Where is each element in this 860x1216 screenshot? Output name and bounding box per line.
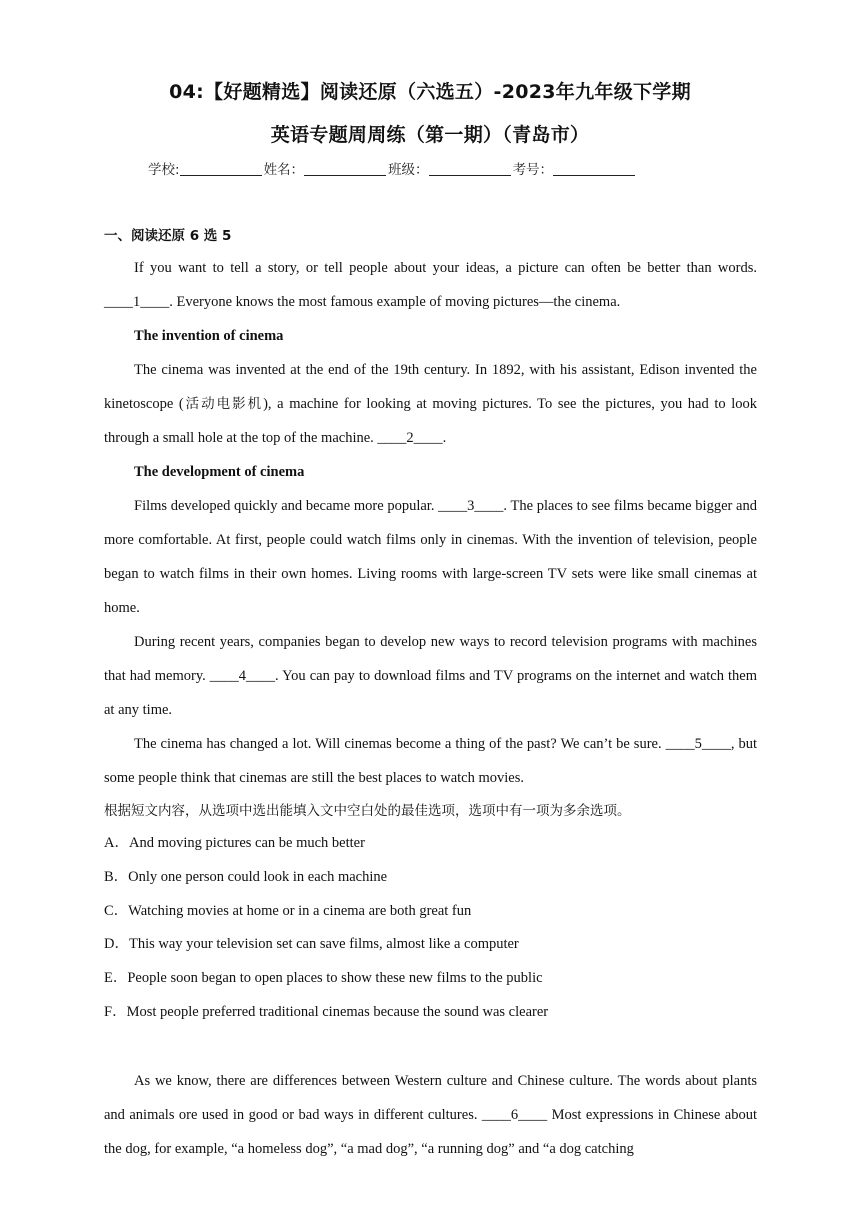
passage-paragraph-5: The cinema has changed a lot. Will cinemas become a thing of the past? We can’t be sure. ____5____, but some people think that cinemas are still the best places to watch movies.	[104, 736, 757, 786]
class-blank[interactable]	[429, 161, 511, 176]
document-title-line-1: 04:【好题精选】阅读还原（六选五）-2023年九年级下学期	[169, 81, 691, 103]
passage-paragraph-1: If you want to tell a story, or tell people about your ideas, a picture can often be better than words. ____1____. Everyone knows the most famous example of moving pictures—the cinema.	[104, 260, 757, 310]
option-f: F．Most people preferred traditional cinemas because the sound was clearer	[104, 1003, 549, 1020]
passage-paragraph-2	[104, 353, 757, 455]
document-title-line-2: 英语专题周周练（第一期）（青岛市）	[270, 124, 590, 146]
school-blank[interactable]	[180, 161, 262, 176]
paragraph-2-chinese-gloss: 活动电影机	[183, 396, 264, 412]
subheading-development: The development of cinema	[134, 464, 305, 480]
paragraph-2-text-b: ), a machine for looking at moving pictures. To see the pictures, you had to look through a small hole at the top of the machine. ____2____.	[104, 396, 758, 446]
document-body	[104, 221, 757, 1166]
passage-paragraph-4: During recent years, companies began to develop new ways to record television programs with machines that had memory. ____4____. You can pay to download films and TV programs on the internet and watch them at any time.	[104, 634, 757, 718]
option-b: B．Only one person could look in each machine	[104, 868, 388, 885]
subheading-invention: The invention of cinema	[134, 328, 284, 344]
student-info-fields	[148, 158, 637, 178]
exam-number-label: 考号：	[512, 162, 554, 178]
school-label: 学校:	[148, 162, 180, 178]
class-label: 班级：	[388, 162, 429, 178]
question-instruction: 根据短文内容，从选项中选出能填入文中空白处的最佳选项，选项中有一项为多余选项。	[104, 803, 631, 819]
name-label: 姓名：	[263, 162, 305, 178]
section-heading: 一、阅读还原 6 选 5	[104, 228, 232, 244]
passage-paragraph-3: Films developed quickly and became more popular. ____3____. The places to see films became bigger and more comfortable. At first, people could watch films only in cinemas. With the invention of television, people began to watch films in their own homes. Living rooms with large-screen TV sets were like small cinemas at home.	[104, 498, 757, 616]
option-a: A．And moving pictures can be much better	[104, 835, 365, 851]
passage-2-paragraph-1: As we know, there are differences between Western culture and Chinese culture. The words about plants and animals ore used in good or bad ways in different cultures. ____6____ Most expressions in Chinese about the dog, for example, “a homeless dog”, “a mad dog”, “a running dog” and “a dog catching	[104, 1072, 757, 1157]
option-e: E．People soon began to open places to show these new films to the public	[104, 970, 543, 987]
paragraph-2-text-a: The cinema was invented at the end of the 19th century. In 1892, with his assistant, Edison invented the kinetoscope (	[104, 362, 757, 412]
option-d: D．This way your television set can save films, almost like a computer	[104, 936, 519, 953]
option-c: C．Watching movies at home or in a cinema are both great fun	[104, 902, 472, 919]
section-spacer	[104, 1030, 757, 1064]
name-blank[interactable]	[304, 161, 386, 176]
exam-number-blank[interactable]	[553, 161, 635, 176]
